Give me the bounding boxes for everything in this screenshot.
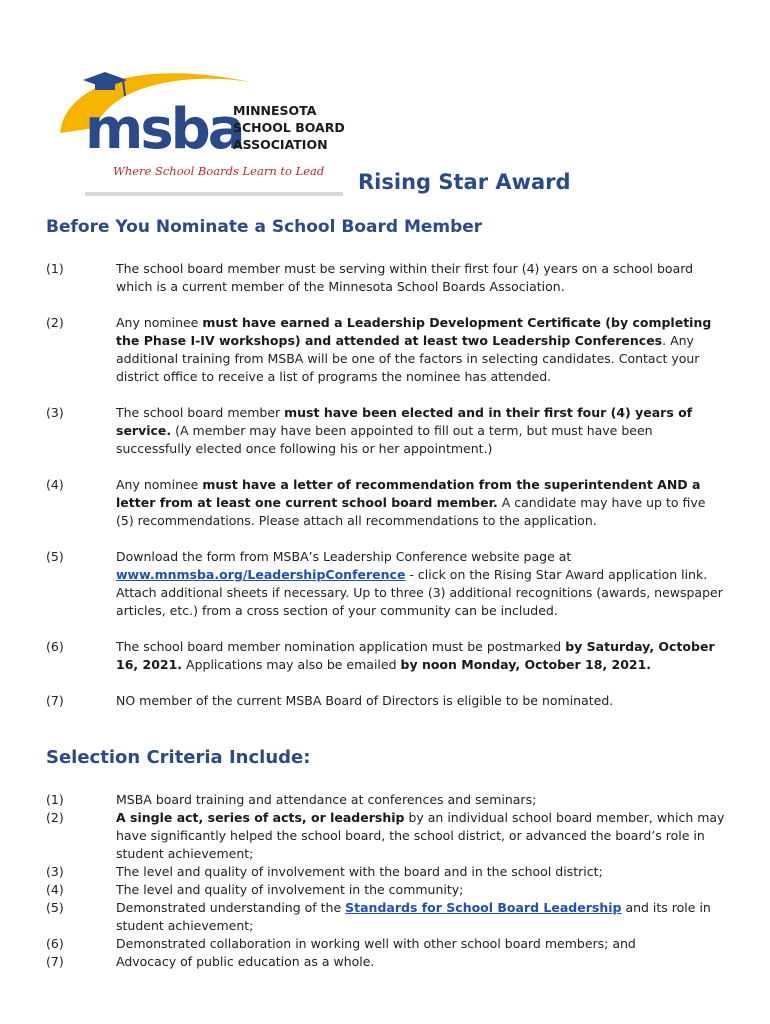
msba-logo-graphic — [55, 58, 345, 198]
item-text-run: The school board member must be serving within their first four (4) years on a school board which is a current member of the Minnesota School Boards Association. — [116, 261, 694, 294]
item-text-run: (A member may have been appointed to fill out a term, but must have been successfully elected once following his or her appointment.) — [116, 423, 653, 456]
item-text-run: Advocacy of public education as a whole. — [116, 954, 375, 969]
list-item — [46, 476, 726, 530]
item-text-run: NO member of the current MSBA Board of Directors is eligible to be nominated. — [116, 693, 614, 708]
logo-tagline: Where School Boards Learn to Lead — [113, 164, 325, 178]
item-text-run: The level and quality of involvement with the board and in the school district; — [116, 864, 603, 879]
nomination-requirements-list — [46, 260, 726, 710]
item-number: (4) — [46, 882, 64, 897]
item-link[interactable]: Standards for School Board Leadership — [345, 900, 622, 915]
item-number: (5) — [46, 549, 64, 564]
section-heading-nominate: Before You Nominate a School Board Member — [46, 217, 483, 237]
list-item — [46, 953, 726, 971]
item-text — [116, 404, 726, 458]
item-emphasis: by Saturday, October 16, 2021. — [116, 639, 715, 672]
item-text — [116, 791, 726, 809]
item-number: (6) — [46, 639, 64, 654]
item-text-run: Demonstrated collaboration in working well with other school board members; and — [116, 936, 636, 951]
item-text-run: Any nominee — [116, 315, 203, 330]
list-item — [46, 863, 726, 881]
item-number: (7) — [46, 954, 64, 969]
selection-criteria-list — [46, 791, 726, 971]
list-item — [46, 692, 726, 710]
item-text-run: Any nominee — [116, 477, 203, 492]
list-item — [46, 935, 726, 953]
section-heading-criteria: Selection Criteria Include: — [46, 747, 311, 768]
list-item — [46, 881, 726, 899]
item-number: (1) — [46, 261, 64, 276]
item-number: (3) — [46, 405, 64, 420]
item-text-run: . Any additional training from MSBA will be one of the factors in selecting candidates. Contact your district office to receive a list of programs the nominee has attended. — [116, 333, 700, 384]
item-text-run: Demonstrated understanding of the — [116, 900, 346, 915]
item-text — [116, 935, 726, 953]
item-text — [116, 863, 726, 881]
logo-org-line3: ASSOCIATION — [233, 137, 328, 152]
list-item — [46, 899, 726, 935]
item-text-run: The level and quality of involvement in the community; — [116, 882, 464, 897]
item-link[interactable]: www.mnmsba.org/LeadershipConference — [116, 567, 406, 582]
list-item — [46, 791, 726, 809]
list-item — [46, 314, 726, 386]
item-text-run: - click on the Rising Star Award application link. Attach additional sheets if necessary. Up to three (3) additional recognitions (awards, newspaper articles, etc.) from a cross section of your community can be included. — [116, 567, 723, 618]
item-text — [116, 953, 726, 971]
list-item — [46, 809, 726, 863]
item-text — [116, 314, 726, 386]
item-text — [116, 638, 726, 674]
item-text-run: MSBA board training and attendance at conferences and seminars; — [116, 792, 537, 807]
item-text-run: Applications may also be emailed — [182, 657, 401, 672]
item-text-run: The school board member — [116, 405, 285, 420]
item-text — [116, 260, 726, 296]
item-text — [116, 548, 726, 620]
item-number: (6) — [46, 936, 64, 951]
list-item — [46, 404, 726, 458]
item-text — [116, 899, 726, 935]
item-number: (5) — [46, 900, 64, 915]
item-text-run: Download the form from MSBA’s Leadership Conference website page at — [116, 549, 572, 564]
item-emphasis: by noon Monday, October 18, 2021. — [400, 657, 652, 672]
item-number: (3) — [46, 864, 64, 879]
item-text — [116, 809, 726, 863]
item-emphasis: A single act, series of acts, or leadership — [116, 810, 405, 825]
logo-brand: msba — [85, 97, 243, 162]
list-item — [46, 548, 726, 620]
item-text-run: A candidate may have up to five (5) recommendations. Please attach all recommendations to the application. — [116, 495, 706, 528]
item-number: (2) — [46, 315, 64, 330]
item-number: (2) — [46, 810, 64, 825]
item-number: (4) — [46, 477, 64, 492]
msba-logo — [55, 58, 345, 198]
item-text — [116, 476, 726, 530]
item-text — [116, 881, 726, 899]
item-text-run: and its role in student achievement; — [116, 900, 711, 933]
item-emphasis: must have been elected and in their first four (4) years of service. — [116, 405, 693, 438]
item-emphasis: must have earned a Leadership Development Certificate (by completing the Phase I-IV workshops) and attended at least two Leadership Conferences — [116, 315, 712, 348]
item-text-run: The school board member nomination application must be postmarked — [116, 639, 566, 654]
logo-org-line2: SCHOOL BOARDS — [233, 120, 345, 135]
list-item — [46, 638, 726, 674]
item-emphasis: must have a letter of recommendation from the superintendent AND a letter from at least one current school board member. — [116, 477, 701, 510]
list-item — [46, 260, 726, 296]
item-number: (7) — [46, 693, 64, 708]
item-text — [116, 692, 726, 710]
logo-org-line1: MINNESOTA — [233, 103, 317, 118]
item-number: (1) — [46, 792, 64, 807]
page-title: Rising Star Award — [358, 170, 571, 194]
item-text-run: by an individual school board member, which may have significantly helped the school board, the school district, or advanced the board’s role in student achievement; — [116, 810, 725, 861]
